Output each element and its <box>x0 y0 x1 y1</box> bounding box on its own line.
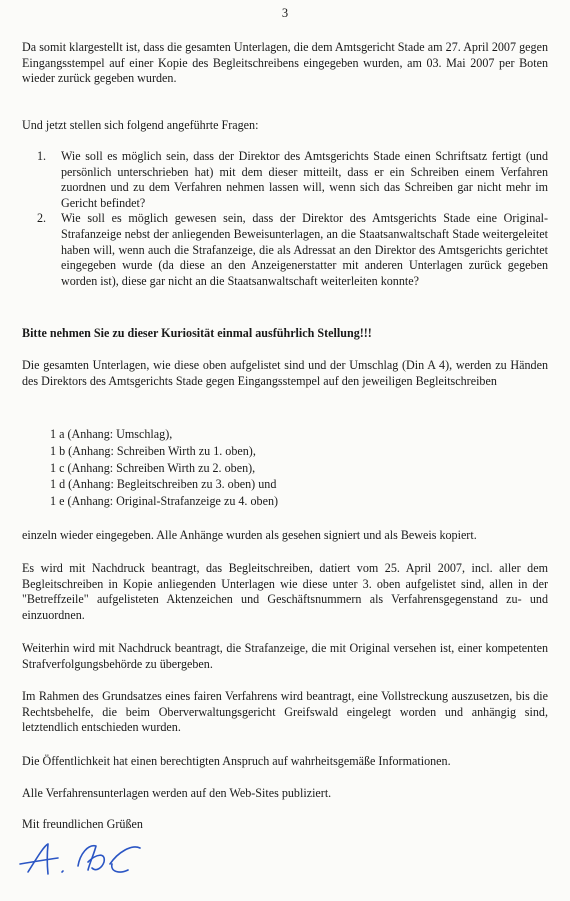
closing: Mit freundlichen Grüßen <box>22 817 143 831</box>
signature <box>14 838 164 893</box>
page-number: 3 <box>281 6 289 20</box>
paragraph-documents: Die gesamten Unterlagen, wie diese oben aufgelistet sind und der Umschlag (Din A 4), werden zu Händen des Direktors des Amtsgerichts Stade gegen Eingangsstempel auf den jeweiligen Begleitschreiben <box>22 358 548 388</box>
paragraph-publication: Alle Verfahrensunterlagen werden auf den Web-Sites publiziert. <box>22 786 332 800</box>
question-item <box>37 211 548 289</box>
bold-request: Bitte nehmen Sie zu dieser Kuriosität einmal ausführlich Stellung!!! <box>22 326 372 340</box>
attachment-item: 1 a (Anhang: Umschlag), <box>50 427 173 441</box>
paragraph-request-1: Es wird mit Nachdruck beantragt, das Begleitschreiben, datiert vom 25. April 2007, incl. aller dem Begleitschreiben in Kopie anliegenden Unterlagen wie diese unter 3. oben aufgelistet sind, allen in der "Betreffzeile" aufgelisteten Aktenzeichen und Geschäftsnummern als Verfahrensgegenstand zu- und einzuordnen. <box>22 561 548 622</box>
attachment-item: 1 c (Anhang: Schreiben Wirth zu 2. oben), <box>50 460 256 475</box>
question-text: Wie soll es möglich gewesen sein, dass der Direktor des Amtsgerichts Stade eine Original-Strafanzeige nebst der anliegenden Beweisunterlagen, an die Staatsanwaltschaft Stade weitergeleitet haben will, wenn auch die Strafanzeige, die als Adressat an den Direktor des Amtsgerichts gerichtet eingegeben wurde (da diese an den Anzeigenerstatter mit anderen Unterlagen zurück gegeben worden ist), diese gar nicht an die Staatsanwaltschaft weiterleiten konnte? <box>61 211 548 288</box>
paragraph-request-2: Weiterhin wird mit Nachdruck beantragt, die Strafanzeige, die mit Original versehen ist, einer kompetenten Strafverfolgungsbehörde zu übergeben. <box>22 641 548 671</box>
attachment-list <box>50 427 450 511</box>
signature-scribble <box>14 838 164 888</box>
question-text: Wie soll es möglich sein, dass der Direktor des Amtsgerichts Stade einen Schriftsatz fertigt (und persönlich unterschrieben hat) mit dem dieser mitteilt, dass er ein Schreiben einem Verfahren zuordnen und zu dem Verfahren nehmen lassen will, wenn sich das Schreiben gar nicht mehr im Gericht befindet? <box>61 149 548 210</box>
paragraph-enforcement: Im Rahmen des Grundsatzes eines fairen Verfahrens wird beantragt, eine Vollstreckung auszusetzen, bis die Rechtsbehelfe, die beim Oberverwaltungsgericht Greifswald eingelegt worden und anhängig sind, letztendlich entschieden wurden. <box>22 689 548 735</box>
question-item <box>37 149 548 211</box>
paragraph-public: Die Öffentlichkeit hat einen berechtigten Anspruch auf wahrheitsgemäße Informationen. <box>22 754 451 768</box>
attachment-item: 1 d (Anhang: Begleitschreiben zu 3. oben) und <box>50 477 277 492</box>
question-list <box>37 149 548 289</box>
question-number: 1. <box>37 149 47 163</box>
attachment-item: 1 b (Anhang: Schreiben Wirth zu 1. oben), <box>50 443 256 458</box>
question-number: 2. <box>37 211 47 226</box>
paragraph-questions-lead: Und jetzt stellen sich folgend angeführte Fragen: <box>22 118 259 132</box>
attachment-item: 1 e (Anhang: Original-Strafanzeige zu 4. oben) <box>50 494 279 509</box>
paragraph-intro: Da somit klargestellt ist, dass die gesamten Unterlagen, die dem Amtsgericht Stade am 27. April 2007 gegen Eingangsstempel auf einer Kopie des Begleitschreibens eingegeben wurden, am 03. Mai 2007 per Boten wieder zurück gegeben wurden. <box>22 40 548 86</box>
paragraph-resubmitted: einzeln wieder eingegeben. Alle Anhänge wurden als gesehen signiert und als Beweis kopiert. <box>22 528 477 542</box>
